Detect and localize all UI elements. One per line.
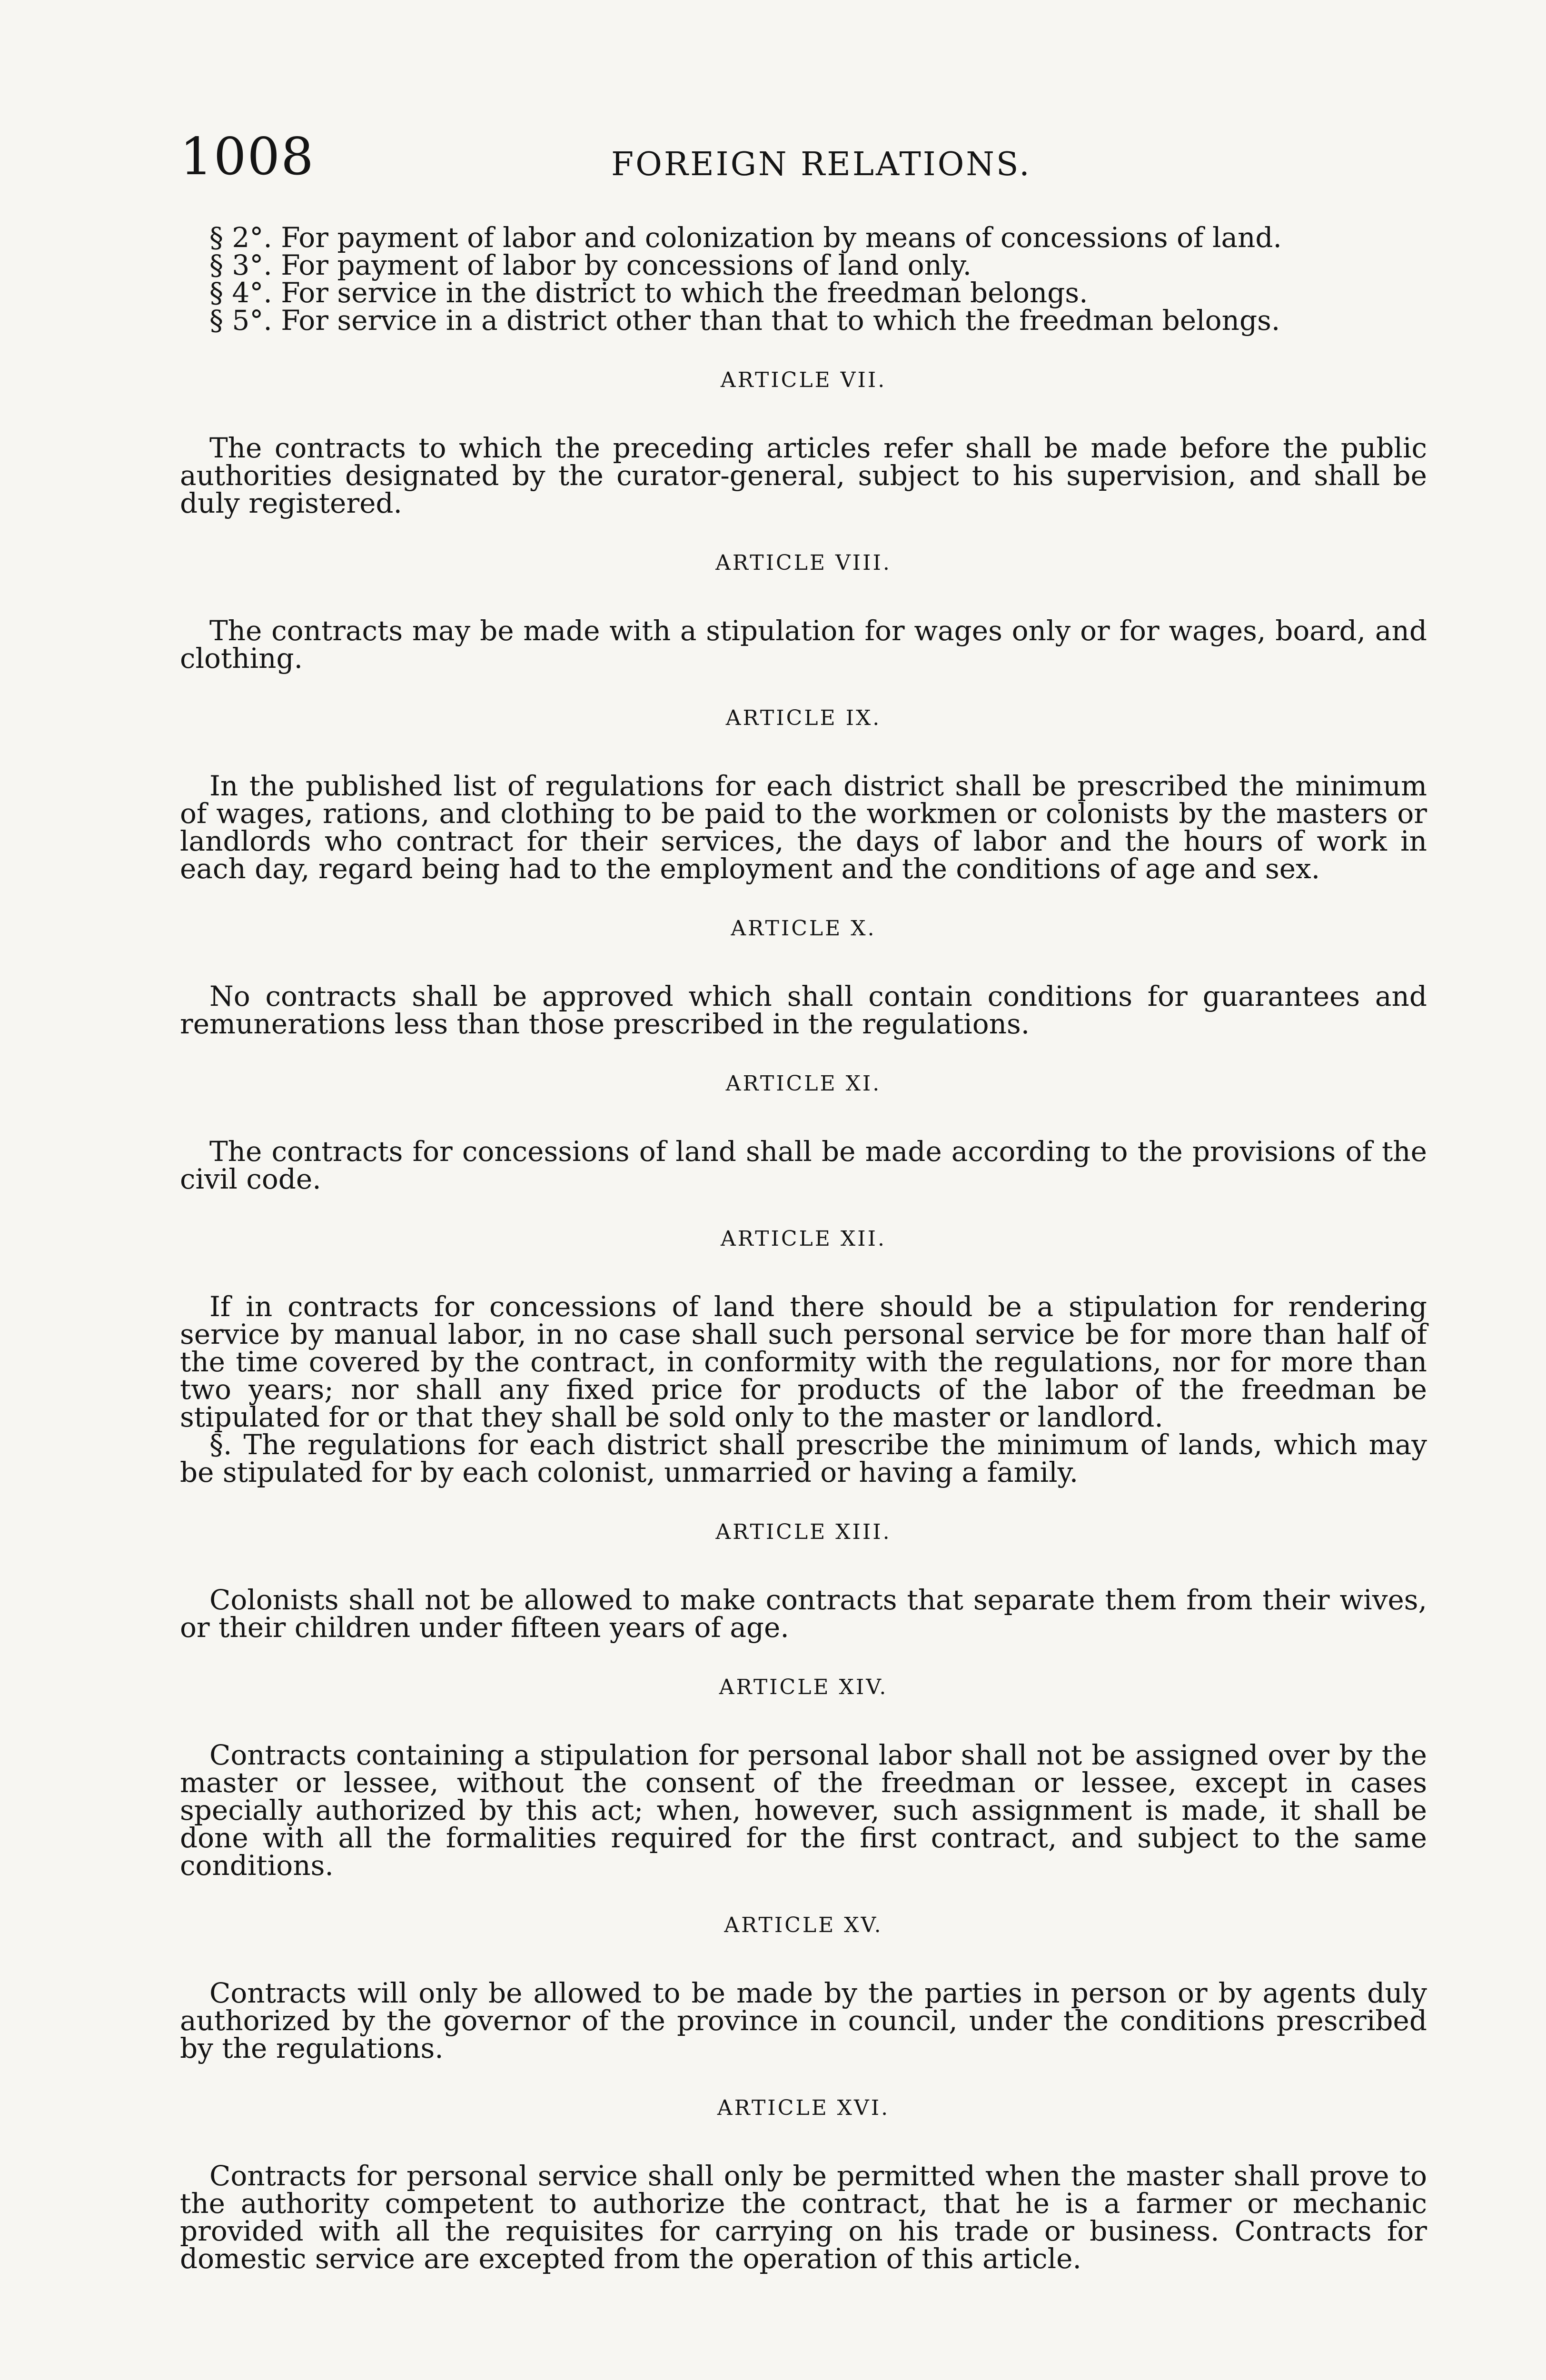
- article-paragraph: Contracts containing a stipulation for personal labor shall not be assigned over by the master or lessee, without the consent of the freedman or lessee, except in cases specially authorized by this act; when, however, such assignment is made, it shall be done with all the formalities required for the first contract, and subject to the same conditions.: [180, 1739, 1427, 1882]
- article-paragraph: The contracts to which the preceding articles refer shall be made before the public authorities designated by the curator-general, subject to his supervision, and shall be duly registered.: [180, 432, 1427, 519]
- article-paragraph: The contracts for concessions of land shall be made according to the provisions of the civil code.: [180, 1135, 1427, 1195]
- document-body: [180, 221, 1427, 2275]
- running-title: FOREIGN RELATIONS.: [611, 146, 1031, 183]
- article-paragraph: Contracts will only be allowed to be made by the parties in person or by agents duly authorized by the governor of the province in council, under the conditions prescribed by the regulations.: [180, 1977, 1427, 2064]
- article-paragraph: §. The regulations for each district shall prescribe the minimum of lands, which may be stipulated for by each colonist, unmarried or having a family.: [180, 1428, 1427, 1488]
- article-paragraph: Contracts for personal service shall only be permitted when the master shall prove to the authority competent to authorize the contract, that he is a farmer or mechanic provided with all the requisites for carrying on his trade or business. Contracts for domestic service are excepted from the operation of this article.: [180, 2160, 1427, 2275]
- section-line: § 5°. For service in a district other than that to which the freedman belongs.: [209, 304, 1280, 337]
- article-paragraph: The contracts may be made with a stipulation for wages only or for wages, board, and clothing.: [180, 615, 1427, 674]
- section-line: § 2°. For payment of labor and colonization by means of concessions of land.: [209, 221, 1282, 254]
- article-heading: ARTICLE X.: [731, 916, 876, 941]
- page-header: [180, 129, 1427, 190]
- page-number: 1008: [180, 127, 315, 187]
- article-heading: ARTICLE XII.: [721, 1227, 886, 1251]
- section-line: § 3°. For payment of labor by concessions of land only.: [209, 249, 972, 281]
- article-paragraph: In the published list of regulations for each district shall be prescribed the minimum of wages, rations, and clothing to be paid to the workmen or colonists by the masters or landlords who contract for their services, the days of labor and the hours of work in each day, regard being had to the employment and the conditions of age and sex.: [180, 770, 1427, 885]
- article-heading: ARTICLE XIII.: [715, 1520, 892, 1544]
- article-paragraph: Colonists shall not be allowed to make contracts that separate them from their wives, or their children under fifteen years of age.: [180, 1584, 1427, 1644]
- article-heading: ARTICLE XV.: [724, 1913, 883, 1937]
- article-heading: ARTICLE VII.: [720, 368, 887, 392]
- article-paragraph: No contracts shall be approved which shall contain conditions for guarantees and remunerations less than those prescribed in the regulations.: [180, 980, 1427, 1040]
- section-line: § 4°. For service in the district to which the freedman belongs.: [209, 277, 1088, 309]
- article-paragraph: If in contracts for concessions of land there should be a stipulation for rendering service by manual labor, in no case shall such personal service be for more than half of the time covered by the contract, in conformity with the regulations, nor for more than two years; nor shall any fixed price for products of the labor of the freedman be stipulated for or that they shall be sold only to the master or landlord.: [180, 1290, 1427, 1433]
- article-heading: ARTICLE XIV.: [719, 1675, 888, 1699]
- article-heading: ARTICLE VIII.: [715, 551, 892, 575]
- article-heading: ARTICLE XVI.: [717, 2096, 890, 2120]
- article-heading: ARTICLE XI.: [725, 1071, 882, 1096]
- article-heading: ARTICLE IX.: [725, 706, 882, 730]
